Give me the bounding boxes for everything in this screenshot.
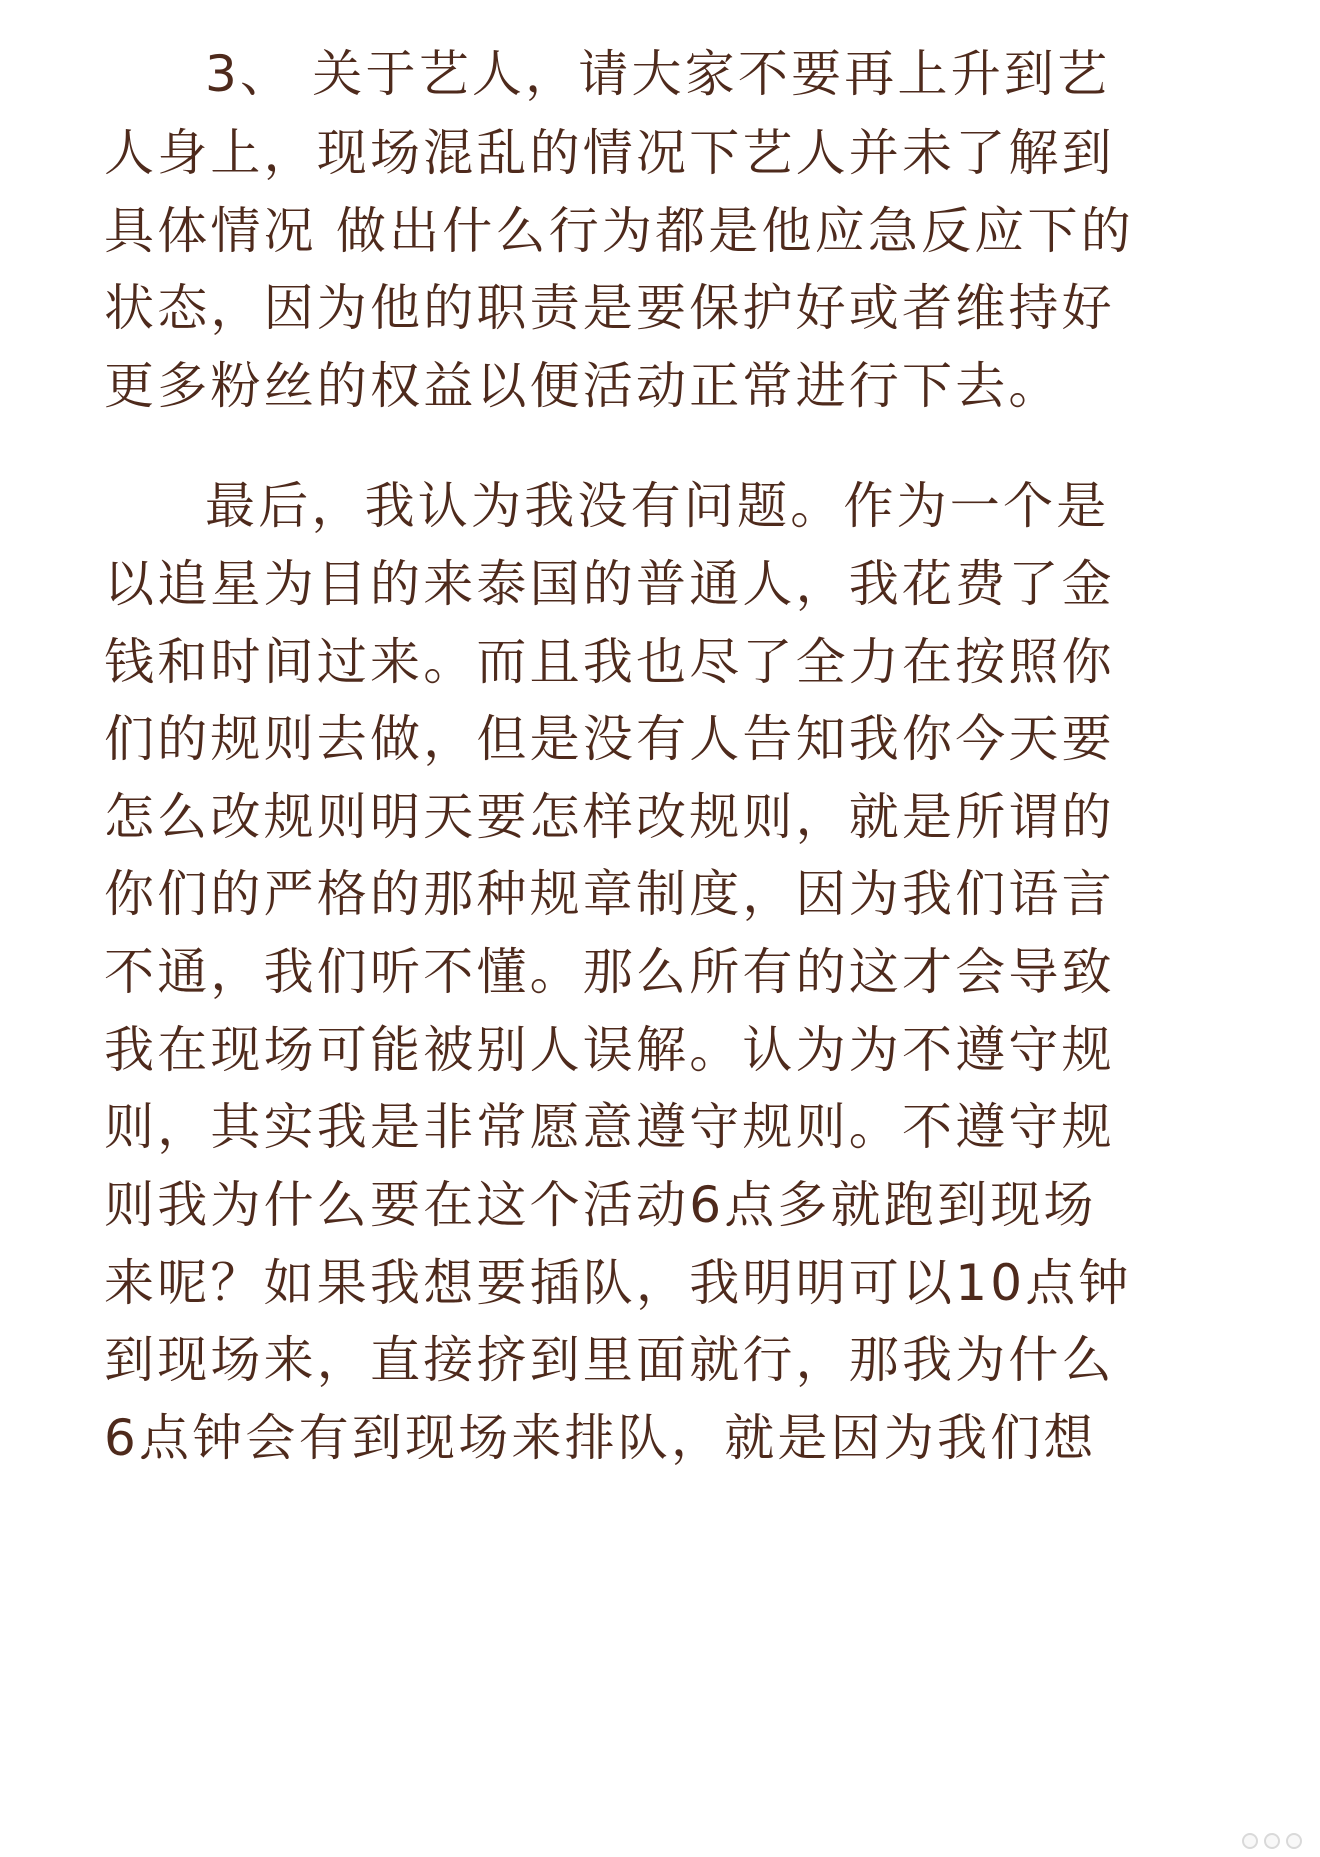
text-line: 具体情况 做出什么行为都是他应急反应下的 — [104, 202, 1134, 260]
text-line: 我在现场可能被别人误解。认为为不遵守规 — [104, 1021, 1115, 1079]
text-line: 则我为什么要在这个活动6点多就跑到现场 — [104, 1176, 1097, 1234]
text-line: 们的规则去做，但是没有人告知我你今天要 — [104, 710, 1115, 768]
text-line: 你们的严格的那种规章制度，因为我们语言 — [104, 865, 1115, 923]
text-line: 状态，因为他的职责是要保护好或者维持好 — [104, 279, 1115, 337]
text-line: 到现场来，直接挤到里面就行，那我为什么 — [104, 1331, 1115, 1389]
text-line: 最后，我认为我没有问题。作为一个是 — [205, 477, 1110, 535]
text-line: 3、 关于艺人，请大家不要再上升到艺 — [205, 45, 1111, 103]
watermark-icon — [1242, 1833, 1302, 1849]
watermark-dot-icon — [1264, 1833, 1280, 1849]
watermark-dot-icon — [1286, 1833, 1302, 1849]
text-line: 以追星为目的来泰国的普通人，我花费了金 — [104, 555, 1115, 613]
text-line: 怎么改规则明天要怎样改规则，就是所谓的 — [104, 788, 1115, 846]
text-line: 钱和时间过来。而且我也尽了全力在按照你 — [104, 633, 1115, 691]
text-line: 6点钟会有到现场来排队，就是因为我们想 — [104, 1409, 1097, 1467]
text-line: 更多粉丝的权益以便活动正常进行下去。 — [104, 357, 1062, 415]
watermark-dot-icon — [1242, 1833, 1258, 1849]
text-line: 则，其实我是非常愿意遵守规则。不遵守规 — [104, 1098, 1115, 1156]
text-line: 不通，我们听不懂。那么所有的这才会导致 — [104, 943, 1115, 1001]
text-line: 来呢？如果我想要插队，我明明可以10点钟 — [104, 1254, 1132, 1312]
text-line: 人身上，现场混乱的情况下艺人并未了解到 — [104, 124, 1115, 182]
